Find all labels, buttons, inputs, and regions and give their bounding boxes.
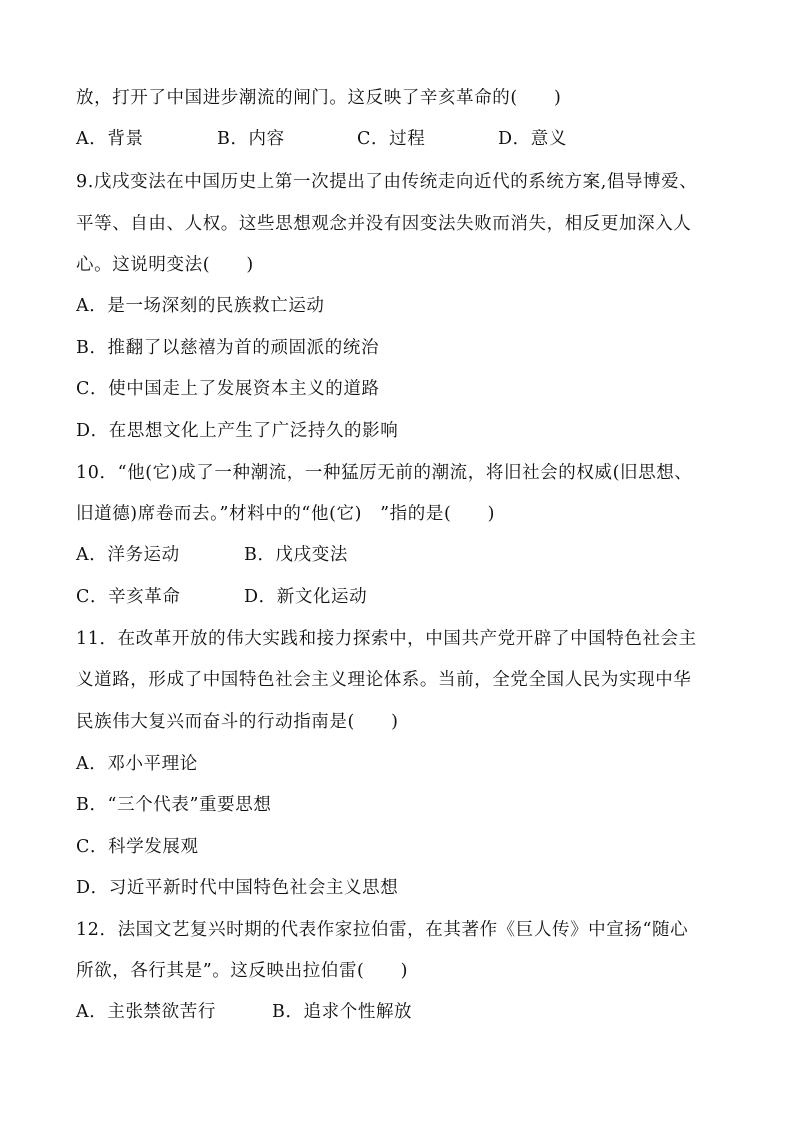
text-line: 12．法国文艺复兴时期的代表作家拉伯雷，在其著作《巨人传》中宣扬“随心: [76, 920, 689, 940]
text-line: 9.戊戌变法在中国历史上第一次提出了由传统走向近代的系统方案,倡导博爱、: [76, 172, 698, 192]
text-line: 11．在改革开放的伟大实践和接力探索中，中国共产党开辟了中国特色社会主: [76, 629, 697, 649]
option-b: B．追求个性解放: [272, 1002, 413, 1022]
option-c: C．过程: [357, 129, 426, 149]
text-line: 所欲，各行其是”。这反映出拉伯雷( ): [76, 961, 409, 981]
text-line: D．习近平新时代中国特色社会主义思想: [76, 878, 399, 898]
text-line: 平等、自由、人权。这些思想观念并没有因变法失败而消失，相反更加深入人: [76, 214, 692, 234]
option-d: D．意义: [498, 129, 567, 149]
option-b: B．内容: [217, 129, 285, 149]
option-a: A．洋务运动: [76, 545, 180, 565]
option-a: A．背景: [76, 129, 144, 149]
text-line: 放，打开了中国进步潮流的闸门。这反映了辛亥革命的( ): [76, 88, 562, 108]
text-line: C．科学发展观: [76, 837, 199, 857]
text-line: 10．“他(它)成了一种潮流，一种猛厉无前的潮流，将旧社会的权威(旧思想、: [76, 463, 693, 483]
text-line: B．推翻了以慈禧为首的顽固派的统治: [76, 338, 380, 358]
text-line: 心。这说明变法( ): [76, 255, 254, 275]
text-line: C．使中国走上了发展资本主义的道路: [76, 379, 380, 399]
option-b: B．戊戌变法: [244, 545, 348, 565]
text-line: A．邓小平理论: [76, 754, 198, 774]
text-line: A．是一场深刻的民族救亡运动: [76, 296, 325, 316]
text-line: 民族伟大复兴而奋斗的行动指南是( ): [76, 712, 399, 732]
text-line: 义道路，形成了中国特色社会主义理论体系。当前，全党全国人民为实现中华: [76, 670, 692, 690]
text-line: B．“三个代表”重要思想: [76, 795, 272, 815]
text-line: 旧道德)席卷而去。”材料中的“他(它) ”指的是( ): [76, 504, 496, 524]
text-line: D．在思想文化上产生了广泛持久的影响: [76, 421, 399, 441]
option-d: D．新文化运动: [244, 587, 368, 607]
option-c: C．辛亥革命: [76, 587, 181, 607]
option-a: A．主张禁欲苦行: [76, 1002, 216, 1022]
